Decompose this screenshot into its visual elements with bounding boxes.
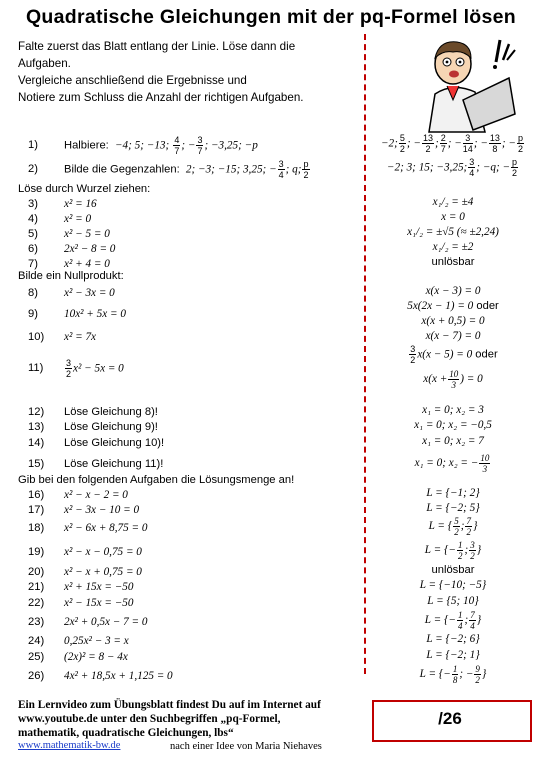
solution-16: L = {−1; 2} — [426, 487, 480, 499]
solution-19: L = {− $\frac{1}{2}$ ; $\frac{3}{2}$ } — [424, 540, 482, 561]
task-1: 1) Halbiere: −4; 5; −13; $\frac{4}{7}$ ; − $\frac{3}{7}$ ; −3,25; −p — [28, 135, 258, 156]
solution-1: −2; $\frac{5}{2}$ ; − $\frac{13}{2}$ ; $\frac{2}{7}$ ; − $\frac{3}{14}$ ; − $\frac{13}{8}$ ; − $\frac{p}{2}$ — [380, 133, 523, 154]
intro-line-4: Notiere zum Schluss die Anzahl der richtigen Aufgaben. — [18, 91, 304, 104]
solution-4: x = 0 — [441, 211, 465, 223]
task-18: 18) x² − 6x + 8,75 = 0 — [28, 522, 148, 534]
solution-14: x₁ = 0; x₂ = 7 — [422, 435, 484, 447]
section-root: Löse durch Wurzel ziehen: — [18, 183, 151, 195]
task-15: 15) Löse Gleichung 11)! — [28, 458, 164, 470]
solution-13: x₁ = 0; x₂ = −0,5 — [414, 419, 492, 431]
task-8: 8) x² − 3x = 0 — [28, 287, 115, 299]
task-10: 10) x² = 7x — [28, 331, 97, 343]
solution-21: L = {−10; −5} — [419, 579, 487, 591]
task-5: 5) x² − 5 = 0 — [28, 228, 110, 240]
fraction: $\frac{4}{7}$ — [174, 135, 180, 156]
task-4: 4) x² = 0 — [28, 213, 92, 225]
intro-line-3: Vergleiche anschließend die Ergebnisse und — [18, 74, 247, 87]
solution-23: L = {− $\frac{1}{4}$ ; $\frac{7}{4}$ } — [424, 610, 482, 631]
solution-5: x₁/₂ = ±√5 (≈ ±2,24) — [407, 226, 499, 238]
task-9: 9) 10x² + 5x = 0 — [28, 308, 126, 320]
task-12: 12) Löse Gleichung 8)! — [28, 406, 158, 418]
task-2: 2) Bilde die Gegenzahlen: 2; −3; −15; 3,25; − $\frac{3}{4}$ ; q; $\frac{p}{2}$ — [28, 159, 309, 180]
solution-17: L = {−2; 5} — [426, 502, 480, 514]
page-title: Quadratische Gleichungen mit der pq-Formel lösen — [25, 6, 517, 28]
solution-15: x₁ = 0; x₂ = − $\frac{10}{3}$ — [414, 453, 490, 474]
video-hint: Ein Lernvideo zum Übungsblatt findest Du auf im Internet auf www.youtube.de unter den Suchbegriffen „pq-Formel, mathematik, quadratische Gleichungen, lbs“ — [18, 699, 321, 739]
website-link[interactable]: www.mathematik-bw.de — [18, 740, 121, 751]
solution-12: x₁ = 0; x₂ = 3 — [422, 404, 484, 416]
section-set: Gib bei den folgenden Aufgaben die Lösungsmenge an! — [18, 474, 295, 486]
fold-line — [364, 34, 366, 674]
solution-9a: 5x(2x − 1) = 0 oder — [407, 300, 499, 312]
task-21: 21) x² + 15x = −50 — [28, 581, 134, 593]
task-label: Bilde die Gegenzahlen: — [64, 163, 180, 176]
task-25: 25) (2x)² = 8 − 4x — [28, 651, 128, 663]
solution-26: L = {− $\frac{1}{8}$ ; − $\frac{9}{2}$ } — [419, 664, 487, 685]
solution-10: x(x − 7) = 0 — [425, 330, 481, 342]
task-3: 3) x² = 16 — [28, 198, 97, 210]
solution-2: −2; 3; 15; −3,25; $\frac{3}{4}$ ; −q; − $\frac{p}{2}$ — [386, 157, 518, 178]
task-14: 14) Löse Gleichung 10)! — [28, 437, 165, 449]
task-26: 26) 4x² + 18,5x + 1,125 = 0 — [28, 670, 173, 682]
solution-20: unlösbar — [431, 564, 475, 576]
credit-text: nach einer Idee von Maria Niehaves — [170, 741, 322, 752]
solution-24: L = {−2; 6} — [426, 633, 480, 645]
task-22: 22) x² − 15x = −50 — [28, 597, 134, 609]
solution-11b: x(x + $\frac{10}{3}$ ) = 0 — [423, 369, 483, 390]
intro-line-2: Aufgaben. — [18, 57, 71, 70]
task-6: 6) 2x² − 8 = 0 — [28, 243, 116, 255]
solution-18: L = { $\frac{5}{2}$ ; $\frac{7}{2}$ } — [428, 516, 478, 537]
solution-7: unlösbar — [431, 256, 475, 268]
task-number: 1) — [28, 139, 38, 152]
task-19: 19) x² − x − 0,75 = 0 — [28, 546, 142, 558]
task-17: 17) x² − 3x − 10 = 0 — [28, 504, 140, 516]
task-11: 11) $\frac{3}{2}$ x² − 5x = 0 — [28, 358, 124, 379]
intro-line-1: Falte zuerst das Blatt entlang der Linie. Löse dann die — [18, 40, 296, 53]
task-number: 2) — [28, 163, 38, 176]
solution-3: x₁/₂ = ±4 — [432, 196, 474, 208]
solution-9b: x(x + 0,5) = 0 — [421, 315, 485, 327]
solution-25: L = {−2; 1} — [426, 649, 480, 661]
solution-6: x₁/₂ = ±2 — [432, 241, 474, 253]
task-23: 23) 2x² + 0,5x − 7 = 0 — [28, 616, 148, 628]
teacher-illustration — [405, 34, 525, 134]
score-total: /26 — [438, 709, 462, 728]
task-16: 16) x² − x − 2 = 0 — [28, 489, 128, 501]
task-7: 7) x² + 4 = 0 — [28, 258, 110, 270]
task-label: Halbiere: — [64, 139, 109, 152]
task-24: 24) 0,25x² − 3 = x — [28, 635, 129, 647]
solution-22: L = {5; 10} — [427, 595, 479, 607]
solution-11a: $\frac{3}{2}$ x(x − 5) = 0 oder — [410, 344, 498, 365]
task-20: 20) x² − x + 0,75 = 0 — [28, 566, 142, 578]
solution-8: x(x − 3) = 0 — [425, 285, 481, 297]
section-product: Bilde ein Nullprodukt: — [18, 270, 124, 282]
task-13: 13) Löse Gleichung 9)! — [28, 421, 158, 433]
